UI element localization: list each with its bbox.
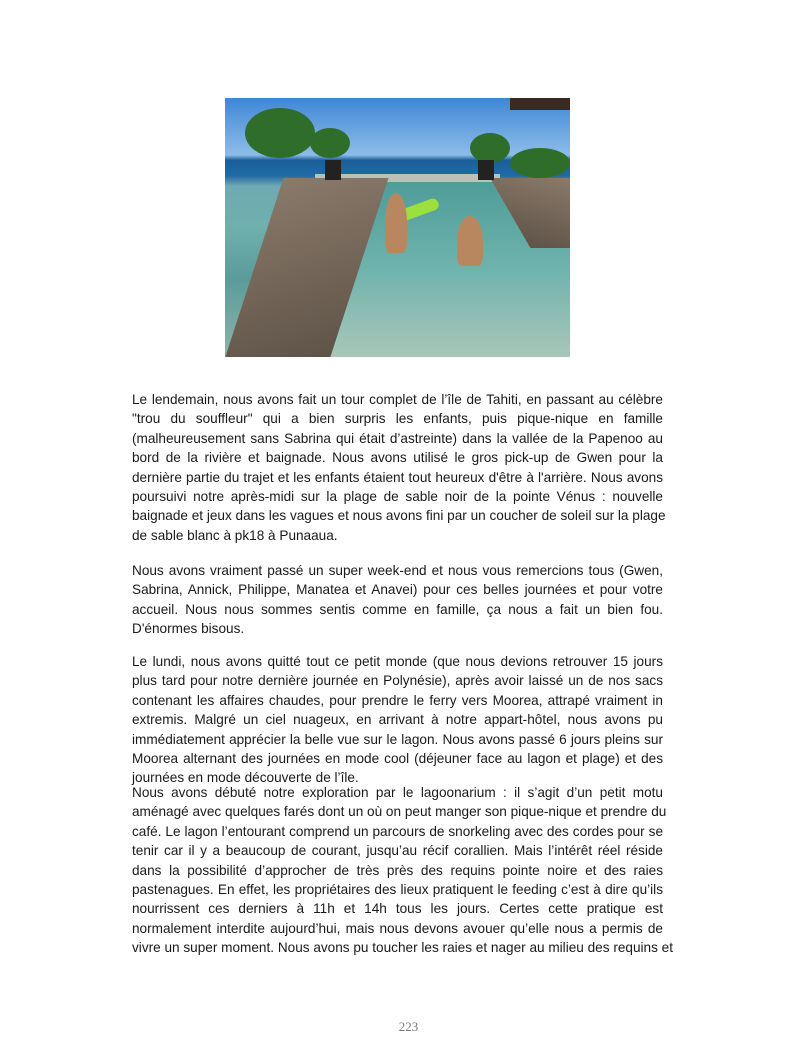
- text-line: café. Le lagon l’entourant comprend un parcours de snorkeling avec des cordes pour se: [132, 823, 663, 839]
- paragraph-2: [132, 561, 663, 639]
- palm-tree: [310, 128, 350, 158]
- text-line: contenant les affaires chaudes, pour prendre le ferry vers Moorea, attrapé vraiment in: [132, 692, 663, 708]
- person: [457, 216, 483, 266]
- text-line: tenir car il y a beaucoup de courant, jusqu’au récif corallien. Mais l’intérêt réel réside: [132, 843, 663, 859]
- text-line: journées en mode découverte de l’île.: [132, 770, 359, 786]
- text-line: Moorea alternant des journées en mode cool (déjeuner face au lagon et plage) et des: [132, 750, 663, 766]
- text-line: baignade et jeux dans les vagues et nous avons fini par un coucher de soleil sur la plage: [132, 508, 666, 524]
- text-line: normalement interdite aujourd’hui, mais nous devons avouer qu’elle nous a permis de: [132, 920, 663, 936]
- pool-photo: [225, 98, 570, 357]
- text-line: Sabrina, Annick, Philippe, Manatea et Anavei) pour ces belles journées et pour votre: [132, 582, 663, 598]
- text-line: poursuivi notre après-midi sur la plage de sable noir de la pointe Vénus : nouvelle: [132, 488, 663, 504]
- paragraph-4: [132, 783, 674, 958]
- palm-tree: [245, 108, 315, 158]
- text-line: Le lendemain, nous avons fait un tour complet de l’île de Tahiti, en passant au célèbre: [132, 392, 663, 407]
- text-line: nourrissent ces derniers à 11h et 14h tous les jours. Certes cette pratique est: [132, 901, 663, 917]
- text-line: plus tard pour notre dernière journée en Polynésie), après avoir laissé un de nos sacs: [132, 673, 663, 689]
- text-line: Nous avons vraiment passé un super week-end et nous vous remercions tous (Gwen,: [132, 563, 663, 578]
- plant: [510, 148, 570, 178]
- paragraph-3: [132, 652, 663, 788]
- text-line: dernière partie du trajet et les enfants étaient tout heureux d'être à l'arrière. Nous avons: [132, 469, 663, 485]
- text-line: D'énormes bisous.: [132, 621, 245, 637]
- text-line: (malheureusement sans Sabrina qui était d’astreinte) dans la vallée de la Papenoo au: [132, 430, 663, 446]
- roof: [510, 98, 570, 110]
- text-line: de sable blanc à pk18 à Punaaua.: [132, 527, 338, 543]
- text-line: Le lundi, nous avons quitté tout ce petit monde (que nous devions retrouver 15 jours: [132, 654, 663, 669]
- text-line: accueil. Nous nous sommes sentis comme en famille, ça nous a fait un bien fou.: [132, 601, 663, 617]
- text-line: Nous avons débuté notre exploration par le lagoonarium : il s’agit d’un petit motu: [132, 785, 663, 800]
- paragraph-1: [132, 390, 666, 545]
- text-line: immédiatement apprécier la belle vue sur le lagon. Nous avons passé 6 jours pleins sur: [132, 731, 663, 747]
- text-line: dans la possibilité d’approcher de très près des requins pointe noire et des raies: [132, 862, 663, 878]
- plant-pot: [478, 160, 494, 180]
- text-line: pastenagues. En effet, les propriétaires des lieux pratiquent le feeding c’est à dire qu’ils: [132, 881, 663, 897]
- text-line: "trou du souffleur" qui a bien surpris les enfants, puis pique-nique en famille: [132, 411, 663, 427]
- text-line: aménagé avec quelques farés dont un où on peut manger son pique-nique et prendre du: [132, 804, 667, 820]
- palm-tree: [470, 133, 510, 163]
- text-line: bord de la rivière et baignade. Nous avons utilisé le gros pick-up de Gwen pour la: [132, 450, 663, 466]
- page-number: 223: [398, 1019, 419, 1034]
- text-line: vivre un super moment. Nous avons pu toucher les raies et nager au milieu des requins et: [132, 940, 674, 956]
- plant-pot: [325, 160, 341, 180]
- text-line: extremis. Malgré un ciel nuageux, en arrivant à notre appart-hôtel, nous avons pu: [132, 712, 663, 728]
- person: [385, 193, 407, 253]
